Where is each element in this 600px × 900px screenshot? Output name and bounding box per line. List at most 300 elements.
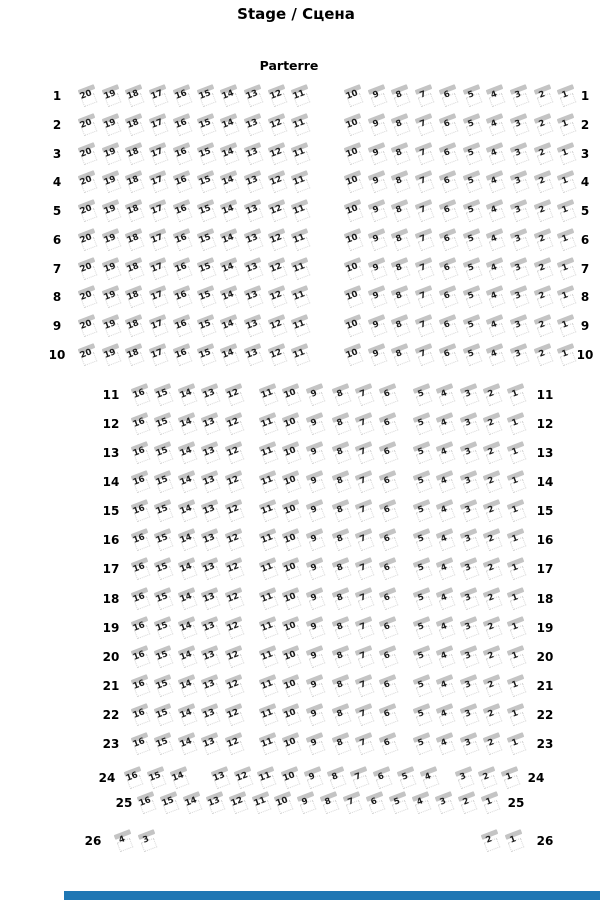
seat[interactable] [147,287,169,307]
seat[interactable] [289,201,311,221]
seat[interactable] [289,230,311,250]
seat[interactable] [304,530,326,550]
seat[interactable] [195,172,217,192]
seat[interactable] [289,172,311,192]
seat[interactable] [152,589,174,609]
seat[interactable] [218,115,240,135]
seat[interactable] [366,316,388,336]
seat[interactable] [434,385,456,405]
seat[interactable] [176,705,198,725]
seat[interactable] [353,618,375,638]
seat[interactable] [505,618,527,638]
seat[interactable] [280,705,302,725]
seat[interactable] [458,443,480,463]
seat[interactable] [76,316,98,336]
seat[interactable] [145,768,167,788]
seat[interactable] [410,793,432,813]
seat[interactable] [484,287,506,307]
seat[interactable] [123,345,145,365]
seat[interactable] [458,734,480,754]
seat[interactable] [505,559,527,579]
seat[interactable] [353,676,375,696]
seat[interactable] [461,316,483,336]
seat[interactable] [342,201,364,221]
seat[interactable] [461,201,483,221]
seat[interactable] [199,676,221,696]
seat[interactable] [481,472,503,492]
seat[interactable] [555,345,577,365]
seat[interactable] [158,793,180,813]
seat[interactable] [532,316,554,336]
seat[interactable] [280,647,302,667]
seat[interactable] [257,501,279,521]
seat[interactable] [147,230,169,250]
seat[interactable] [411,530,433,550]
seat[interactable] [413,345,435,365]
seat[interactable] [176,647,198,667]
seat[interactable] [377,530,399,550]
seat[interactable] [123,115,145,135]
seat[interactable] [152,530,174,550]
seat[interactable] [389,287,411,307]
seat[interactable] [257,559,279,579]
seat[interactable] [458,559,480,579]
seat[interactable] [195,345,217,365]
seat[interactable] [100,115,122,135]
seat[interactable] [353,501,375,521]
seat[interactable] [353,559,375,579]
seat[interactable] [437,115,459,135]
seat[interactable] [304,705,326,725]
seat[interactable] [302,768,324,788]
seat[interactable] [257,443,279,463]
seat[interactable] [223,385,245,405]
seat[interactable] [532,172,554,192]
seat[interactable] [257,618,279,638]
seat[interactable] [204,793,226,813]
seat[interactable] [411,647,433,667]
seat[interactable] [195,287,217,307]
seat[interactable] [505,676,527,696]
seat[interactable] [434,559,456,579]
seat[interactable] [304,676,326,696]
seat[interactable] [481,501,503,521]
seat[interactable] [176,530,198,550]
seat[interactable] [181,793,203,813]
seat[interactable] [377,501,399,521]
seat[interactable] [389,144,411,164]
seat[interactable] [122,768,144,788]
seat[interactable] [458,618,480,638]
seat[interactable] [289,144,311,164]
seat[interactable] [505,530,527,550]
seat[interactable] [505,385,527,405]
seat[interactable] [199,501,221,521]
seat[interactable] [555,316,577,336]
seat[interactable] [280,530,302,550]
seat[interactable] [481,705,503,725]
seat[interactable] [152,618,174,638]
seat[interactable] [377,385,399,405]
seat[interactable] [411,414,433,434]
seat[interactable] [484,144,506,164]
seat[interactable] [330,501,352,521]
seat[interactable] [342,316,364,336]
seat[interactable] [266,316,288,336]
seat[interactable] [434,472,456,492]
seat[interactable] [176,443,198,463]
seat[interactable] [176,676,198,696]
seat[interactable] [434,530,456,550]
seat[interactable] [123,201,145,221]
seat[interactable] [266,259,288,279]
seat[interactable] [218,144,240,164]
seat[interactable] [199,647,221,667]
seat[interactable] [123,287,145,307]
seat[interactable] [377,443,399,463]
seat[interactable] [437,345,459,365]
seat[interactable] [434,647,456,667]
seat[interactable] [330,589,352,609]
seat[interactable] [499,768,521,788]
seat[interactable] [199,530,221,550]
seat[interactable] [223,618,245,638]
seat[interactable] [218,201,240,221]
seat[interactable] [411,501,433,521]
seat[interactable] [377,705,399,725]
seat[interactable] [411,705,433,725]
seat[interactable] [218,86,240,106]
seat[interactable] [555,287,577,307]
seat[interactable] [484,345,506,365]
seat[interactable] [100,287,122,307]
seat[interactable] [232,768,254,788]
seat[interactable] [366,259,388,279]
seat[interactable] [135,793,157,813]
seat[interactable] [434,676,456,696]
seat[interactable] [152,472,174,492]
seat[interactable] [377,618,399,638]
seat[interactable] [242,345,264,365]
seat[interactable] [508,287,530,307]
seat[interactable] [371,768,393,788]
seat[interactable] [289,316,311,336]
seat[interactable] [100,86,122,106]
seat[interactable] [266,287,288,307]
seat[interactable] [218,345,240,365]
seat[interactable] [330,472,352,492]
seat[interactable] [171,144,193,164]
seat[interactable] [218,230,240,250]
seat[interactable] [366,86,388,106]
seat[interactable] [100,172,122,192]
seat[interactable] [413,144,435,164]
seat[interactable] [223,501,245,521]
seat[interactable] [223,559,245,579]
seat[interactable] [458,705,480,725]
seat[interactable] [76,345,98,365]
seat[interactable] [76,172,98,192]
seat[interactable] [389,115,411,135]
seat[interactable] [413,316,435,336]
seat[interactable] [100,316,122,336]
seat[interactable] [330,385,352,405]
seat[interactable] [458,385,480,405]
seat[interactable] [257,647,279,667]
seat[interactable] [218,287,240,307]
seat[interactable] [100,259,122,279]
seat[interactable] [199,734,221,754]
seat[interactable] [100,230,122,250]
seat[interactable] [505,443,527,463]
seat[interactable] [223,676,245,696]
seat[interactable] [505,414,527,434]
seat[interactable] [434,705,456,725]
seat[interactable] [532,144,554,164]
seat[interactable] [411,472,433,492]
seat[interactable] [266,345,288,365]
seat[interactable] [508,259,530,279]
seat[interactable] [218,172,240,192]
seat[interactable] [176,589,198,609]
seat[interactable] [147,144,169,164]
seat[interactable] [171,345,193,365]
seat[interactable] [532,201,554,221]
seat[interactable] [342,172,364,192]
seat[interactable] [411,676,433,696]
seat[interactable] [176,385,198,405]
seat[interactable] [199,472,221,492]
seat[interactable] [458,414,480,434]
seat[interactable] [152,676,174,696]
seat[interactable] [255,768,277,788]
seat[interactable] [223,530,245,550]
seat[interactable] [199,618,221,638]
seat[interactable] [129,501,151,521]
seat[interactable] [411,734,433,754]
seat[interactable] [366,144,388,164]
seat[interactable] [366,345,388,365]
seat[interactable] [366,230,388,250]
seat[interactable] [152,501,174,521]
seat[interactable] [342,287,364,307]
seat[interactable] [242,115,264,135]
seat[interactable] [458,501,480,521]
seat[interactable] [461,287,483,307]
seat[interactable] [434,414,456,434]
seat[interactable] [342,144,364,164]
seat[interactable] [484,86,506,106]
seat[interactable] [366,172,388,192]
seat[interactable] [257,676,279,696]
seat[interactable] [481,385,503,405]
seat[interactable] [377,647,399,667]
seat[interactable] [418,768,440,788]
seat[interactable] [257,705,279,725]
seat[interactable] [476,768,498,788]
seat[interactable] [532,86,554,106]
seat[interactable] [76,144,98,164]
seat[interactable] [389,316,411,336]
seat[interactable] [266,144,288,164]
seat[interactable] [434,734,456,754]
seat[interactable] [413,172,435,192]
seat[interactable] [342,230,364,250]
seat[interactable] [395,768,417,788]
seat[interactable] [152,559,174,579]
seat[interactable] [461,172,483,192]
seat[interactable] [505,705,527,725]
seat[interactable] [147,316,169,336]
seat[interactable] [304,501,326,521]
seat[interactable] [456,793,478,813]
seat[interactable] [152,385,174,405]
seat[interactable] [413,115,435,135]
seat[interactable] [304,589,326,609]
seat[interactable] [342,115,364,135]
seat[interactable] [176,414,198,434]
seat[interactable] [76,86,98,106]
seat[interactable] [304,559,326,579]
seat[interactable] [147,201,169,221]
seat[interactable] [342,259,364,279]
seat[interactable] [147,259,169,279]
seat[interactable] [330,647,352,667]
seat[interactable] [411,385,433,405]
seat[interactable] [280,443,302,463]
seat[interactable] [129,734,151,754]
seat[interactable] [413,86,435,106]
seat[interactable] [123,316,145,336]
seat[interactable] [532,287,554,307]
seat[interactable] [555,230,577,250]
seat[interactable] [280,501,302,521]
seat[interactable] [266,115,288,135]
seat[interactable] [242,230,264,250]
seat[interactable] [129,618,151,638]
seat[interactable] [479,793,501,813]
seat[interactable] [289,259,311,279]
seat[interactable] [242,86,264,106]
seat[interactable] [76,259,98,279]
seat[interactable] [437,144,459,164]
seat[interactable] [152,734,174,754]
seat[interactable] [304,414,326,434]
seat[interactable] [389,172,411,192]
seat[interactable] [484,201,506,221]
seat[interactable] [434,618,456,638]
seat[interactable] [100,345,122,365]
seat[interactable] [437,230,459,250]
seat[interactable] [195,230,217,250]
seat[interactable] [555,201,577,221]
seat[interactable] [366,287,388,307]
seat[interactable] [330,618,352,638]
seat[interactable] [129,385,151,405]
seat[interactable] [129,472,151,492]
seat[interactable] [218,316,240,336]
seat[interactable] [242,172,264,192]
seat[interactable] [289,115,311,135]
seat[interactable] [195,201,217,221]
seat[interactable] [330,414,352,434]
seat[interactable] [100,201,122,221]
seat[interactable] [481,734,503,754]
seat[interactable] [280,472,302,492]
seat[interactable] [484,230,506,250]
seat[interactable] [508,172,530,192]
seat[interactable] [353,589,375,609]
seat[interactable] [508,230,530,250]
seat[interactable] [413,259,435,279]
seat[interactable] [136,831,158,851]
seat[interactable] [266,172,288,192]
seat[interactable] [389,86,411,106]
seat[interactable] [257,530,279,550]
seat[interactable] [353,530,375,550]
seat[interactable] [508,345,530,365]
seat[interactable] [532,345,554,365]
seat[interactable] [389,345,411,365]
seat[interactable] [171,287,193,307]
seat[interactable] [330,734,352,754]
seat[interactable] [461,144,483,164]
seat[interactable] [209,768,231,788]
seat[interactable] [377,676,399,696]
seat[interactable] [171,316,193,336]
seat[interactable] [195,316,217,336]
seat[interactable] [364,793,386,813]
seat[interactable] [218,259,240,279]
seat[interactable] [434,443,456,463]
seat[interactable] [532,115,554,135]
seat[interactable] [366,115,388,135]
seat[interactable] [123,230,145,250]
seat[interactable] [147,345,169,365]
seat[interactable] [341,793,363,813]
seat[interactable] [387,793,409,813]
seat[interactable] [377,589,399,609]
seat[interactable] [484,115,506,135]
seat[interactable] [330,705,352,725]
seat[interactable] [304,734,326,754]
seat[interactable] [437,86,459,106]
seat[interactable] [250,793,272,813]
seat[interactable] [389,259,411,279]
seat[interactable] [171,115,193,135]
seat[interactable] [304,647,326,667]
seat[interactable] [505,472,527,492]
seat[interactable] [353,734,375,754]
seat[interactable] [508,316,530,336]
seat[interactable] [505,647,527,667]
seat[interactable] [555,259,577,279]
seat[interactable] [484,172,506,192]
seat[interactable] [171,259,193,279]
seat[interactable] [199,559,221,579]
seat[interactable] [195,115,217,135]
seat[interactable] [223,589,245,609]
seat[interactable] [266,86,288,106]
seat[interactable] [508,115,530,135]
seat[interactable] [242,144,264,164]
seat[interactable] [279,768,301,788]
seat[interactable] [171,86,193,106]
seat[interactable] [325,768,347,788]
seat[interactable] [555,172,577,192]
seat[interactable] [484,316,506,336]
seat[interactable] [123,86,145,106]
